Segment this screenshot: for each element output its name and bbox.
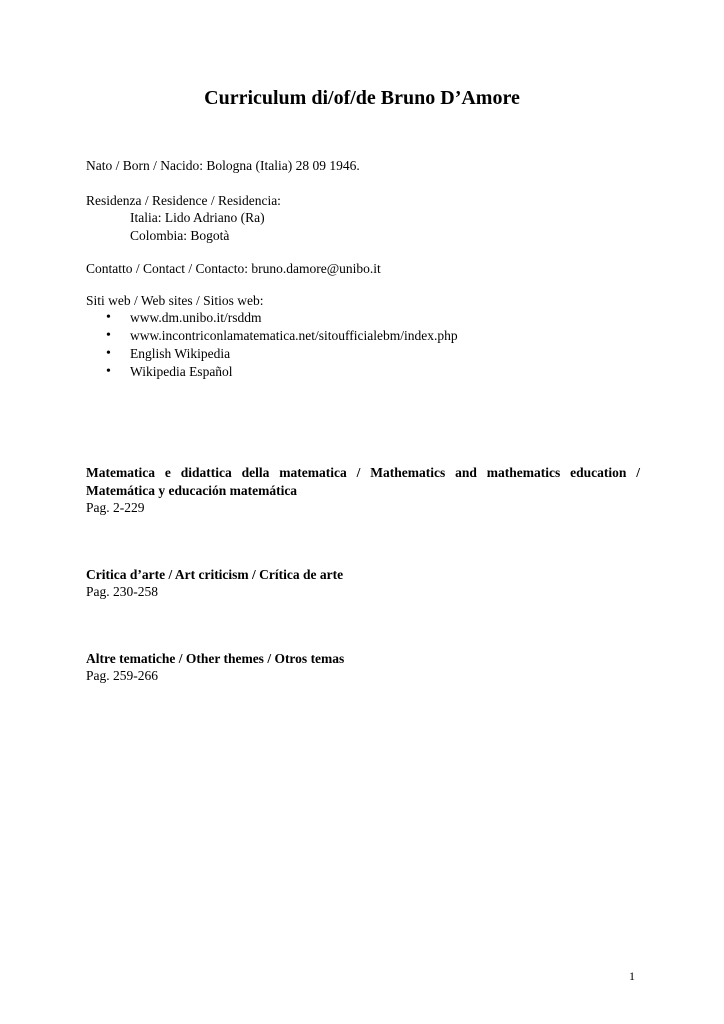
website-link[interactable]: www.incontriconlamatematica.net/sitoufficialebm/index.php (130, 328, 458, 343)
residence-label: Residenza / Residence / Residencia: (86, 193, 281, 208)
bullet-icon: • (106, 328, 111, 343)
section-pages-mathematics: Pag. 2-229 (86, 500, 145, 515)
website-link[interactable]: www.dm.unibo.it/rsddm (130, 310, 262, 325)
website-item-incontri[interactable] (86, 327, 458, 345)
website-item-english-wikipedia[interactable] (86, 345, 458, 363)
website-item-rsddm[interactable] (86, 309, 458, 327)
section-pages-art-criticism: Pag. 230-258 (86, 584, 158, 599)
website-link[interactable]: Wikipedia Español (130, 364, 233, 379)
section-heading-mathematics: Matematica e didattica della matematica / Mathematics and mathematics education / Matemática y educación matemática (86, 465, 640, 498)
bullet-icon: • (106, 364, 111, 379)
page-title: Curriculum di/of/de Bruno D’Amore (204, 87, 520, 109)
page-number: 1 (629, 969, 635, 983)
bullet-icon: • (106, 310, 111, 325)
section-heading-other-themes: Altre tematiche / Other themes / Otros temas (86, 651, 345, 666)
contact-info: Contatto / Contact / Contacto: bruno.damore@unibo.it (86, 261, 381, 276)
birth-info: Nato / Born / Nacido: Bologna (Italia) 28 09 1946. (86, 158, 360, 173)
section-heading-art-criticism: Critica d’arte / Art criticism / Crítica de arte (86, 567, 344, 582)
website-item-spanish-wikipedia[interactable] (86, 363, 458, 381)
websites-label: Siti web / Web sites / Sitios web: (86, 293, 264, 308)
section-pages-other-themes: Pag. 259-266 (86, 668, 158, 683)
residence-italy: Italia: Lido Adriano (Ra) (130, 210, 265, 225)
residence-colombia: Colombia: Bogotà (130, 228, 230, 243)
website-link[interactable]: English Wikipedia (130, 346, 231, 361)
websites-list (86, 309, 458, 381)
bullet-icon: • (106, 346, 111, 361)
